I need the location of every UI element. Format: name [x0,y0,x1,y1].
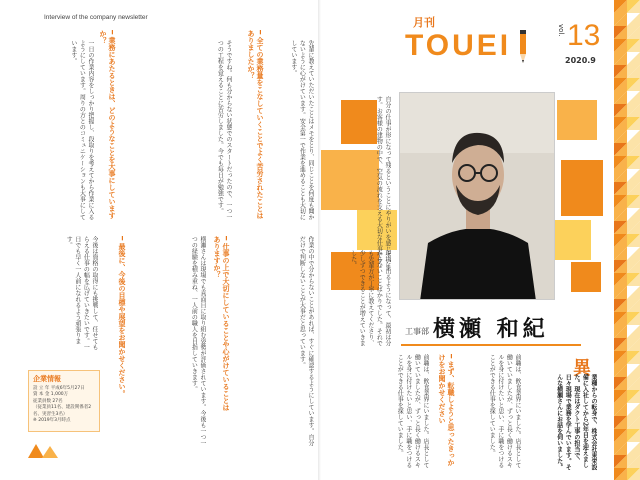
decor-triangles [28,440,108,458]
company-info-line: 従業員数 27名 [33,398,63,404]
company-info-line: ※ 2019年3月時点 [33,418,71,424]
masthead-monthly: 月刊 [413,16,435,29]
lead-initial: 異 [573,358,591,379]
newsletter-subtitle: Interview of the company newsletter [44,14,148,21]
decor-triangle-strip [614,0,640,480]
issue-date: 2020.9 [565,56,596,65]
company-info-box [28,370,100,432]
company-info-line: 設 立 年 平成6年5月27日 [33,386,85,391]
decor-block [561,160,603,216]
question-heading: ━ 全ての業務量をこなしていくことでよく苦労されたことはありましたか？ [247,30,264,219]
masthead-title: TOUEI [405,29,512,62]
name-underline [401,344,581,346]
body-column: 作業の中で分からないことがあれば、すぐに確認するようにしています。自分だけで判断しないことが大事だと思っています。 [298,236,314,446]
decor-block [553,220,591,260]
body-column: 前職は、飲食業界にいました。店長として働いていましたが、ずっと長く働けるスキルを身に付けたいと思い、手に職をつけることができる仕事を探していました。 [396,354,429,468]
body-column: そうですね。何も分からない状態でのスタートだったので、一つ一つの工程を覚えることに苦労しました。今でも毎日が勉強です。 [216,40,232,220]
body-column: 先輩に教えていただいたことはメモをとり、同じことを何度も聞かないように心がけています。安全第一で作業を進めることも大切にしています。 [289,40,314,220]
portrait-image [400,93,555,300]
question-heading: ━ まず、転職しようと思ったきっかけをお聞かせください [438,354,455,466]
decor-block [571,262,601,292]
volume-prefix: vol. [557,24,565,37]
company-info-heading: 企業情報 [33,375,61,383]
body-column: 前職は、飲食業界にいました。店長として働いていましたが、ずっと長く働けるスキルを身に付けたいと思い、手に職をつけることができる仕事を探していました。 [488,354,521,468]
pencil-icon [517,30,529,64]
company-info-line: （従業員11名、建設関係者2名、実習生3名） [33,405,92,417]
question-heading: ━ 業務にあたるときは、どのようなことを大事にしていますか？ [99,30,116,219]
body-column: 一日の作業内容をしっかり把握し、段取りを考えてから作業に入るようにしています。周りの方とのコミュニケーションも大事にしています。 [69,40,94,220]
person-name: 横瀬 和紀 [433,316,549,342]
body-column: 自分の仕事が形になって残るということにやりがいを感じています。お客様の建物の中で、空気の流れを支える大切な仕事です。 [375,96,391,270]
decor-block [557,100,597,140]
lead-text: 業種からの転身で、株式会社東栄設備に入社してから2年目を迎えました。現在はダクト工事の担当で、日々現場で業務を学んでいます。そんな横瀬さんにお話を伺いました。 [555,374,597,470]
right-page [321,0,640,480]
body-column: 横瀬さんは現場でも真面目に取り組む姿勢が評価されています。今後も一つ一つの経験を積み重ね、一人前の職人を目指していきます。 [190,236,206,446]
volume-number: 13 [567,19,601,52]
body-column: 現場に出るようになって、最初は分からないことばかりでした。それでも先輩方が丁寧に教えてくださり、少しずつできることが増えていきました。 [349,250,391,346]
department-label: 工事部 [405,327,429,336]
question-heading: ━ 最後に、今後の目標や展望をお聞かせください。 [118,236,126,397]
portrait-photo [399,92,555,300]
body-column: 今後は資格の取得にも挑戦して、任せてもらえる仕事の幅を広げていきたいです。一日でも早く一人前になれるよう頑張ります。 [65,236,98,350]
question-heading: ━ 仕事の上で大切にしていることや心がけていることはありますか？ [213,236,230,411]
company-info-line: 資 本 金 1,000万 [33,392,69,398]
